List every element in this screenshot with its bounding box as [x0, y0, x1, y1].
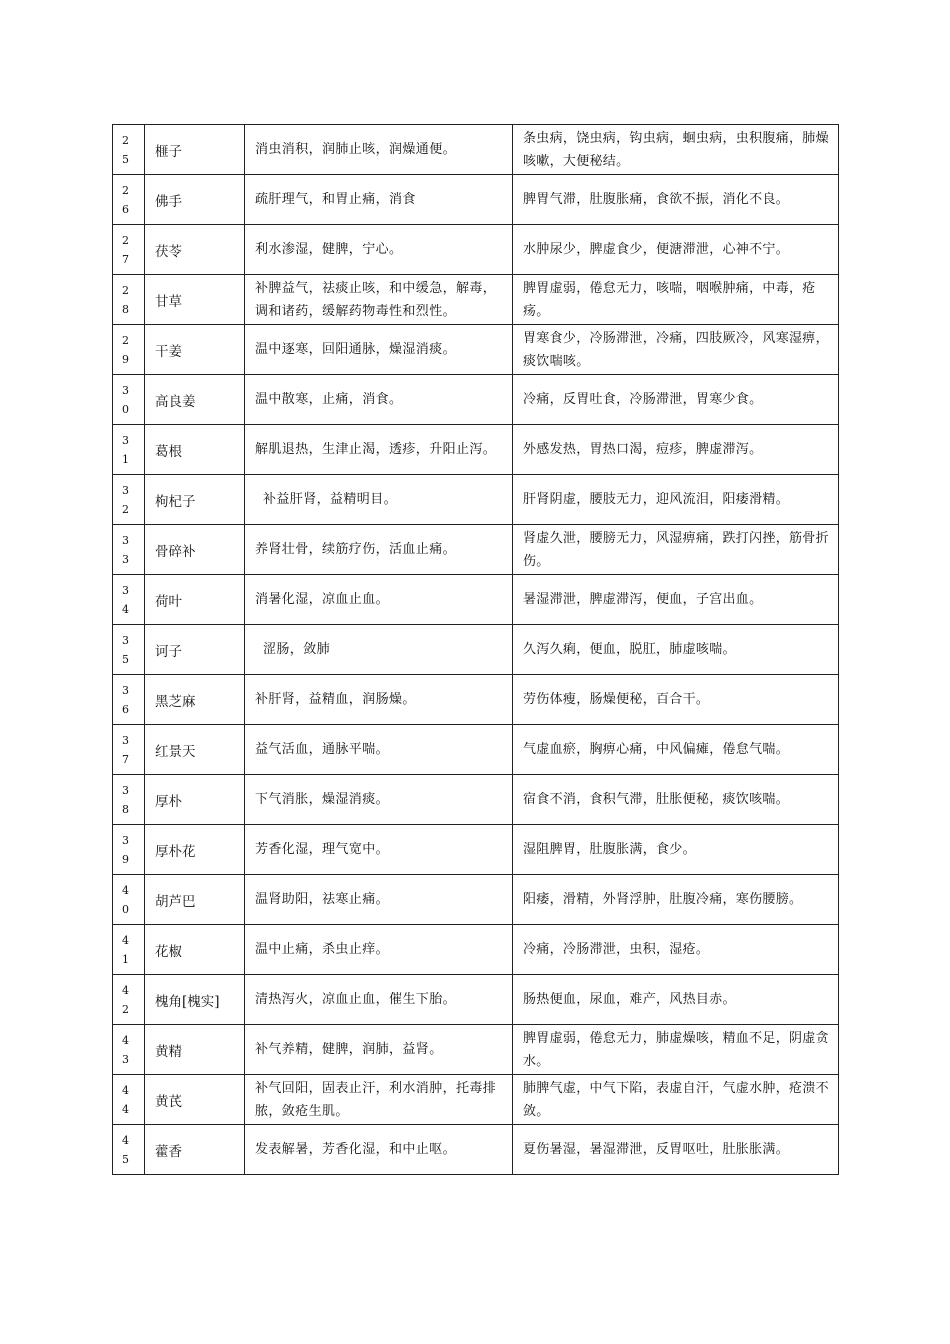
row-number-digit-1: 2	[122, 233, 129, 247]
row-number-digit-1: 3	[122, 583, 129, 597]
row-number-digit-1: 3	[122, 383, 129, 397]
table-row	[113, 925, 839, 975]
herb-name: 甘草	[145, 275, 245, 325]
herb-effect: 发表解暑，芳香化湿，和中止呕。	[245, 1125, 513, 1175]
row-number-digit-2: 7	[122, 252, 129, 266]
herb-indication: 久泻久痢，便血，脱肛，肺虚咳喘。	[513, 625, 839, 675]
row-number-digit-2: 0	[122, 902, 129, 916]
row-number	[113, 325, 145, 375]
row-number	[113, 175, 145, 225]
row-number-digit-2: 8	[122, 802, 129, 816]
herb-effect: 清热泻火，凉血止血，催生下胎。	[245, 975, 513, 1025]
herb-effect: 温中逐寒，回阳通脉，燥湿消痰。	[245, 325, 513, 375]
herb-name: 花椒	[145, 925, 245, 975]
herb-effect: 补肝肾，益精血，润肠燥。	[245, 675, 513, 725]
row-number-digit-2: 1	[122, 952, 129, 966]
herb-effect: 疏肝理气，和胃止痛，消食	[245, 175, 513, 225]
row-number-digit-1: 3	[122, 683, 129, 697]
herb-effect: 补脾益气，祛痰止咳，和中缓急，解毒，调和诸药，缓解药物毒性和烈性。	[245, 275, 513, 325]
row-number-digit-1: 3	[122, 733, 129, 747]
herb-indication: 湿阻脾胃，肚腹胀满，食少。	[513, 825, 839, 875]
table-row	[113, 975, 839, 1025]
herb-effect: 补气养精，健脾，润肺，益肾。	[245, 1025, 513, 1075]
herb-effect: 利水渗湿，健脾，宁心。	[245, 225, 513, 275]
row-number	[113, 125, 145, 175]
herb-name: 骨碎补	[145, 525, 245, 575]
table-row	[113, 575, 839, 625]
table-row	[113, 825, 839, 875]
row-number-digit-1: 4	[122, 983, 129, 997]
herb-effect: 益气活血，通脉平喘。	[245, 725, 513, 775]
row-number-digit-1: 3	[122, 433, 129, 447]
herb-effect: 涩肠，敛肺	[245, 625, 513, 675]
row-number	[113, 225, 145, 275]
table-row	[113, 1125, 839, 1175]
row-number-digit-1: 4	[122, 933, 129, 947]
herb-indication: 劳伤体瘦，肠燥便秘，百合干。	[513, 675, 839, 725]
row-number-digit-1: 4	[122, 1133, 129, 1147]
row-number	[113, 375, 145, 425]
herb-indication: 肠热便血，尿血，难产，风热目赤。	[513, 975, 839, 1025]
herb-name: 榧子	[145, 125, 245, 175]
herb-effect: 补气回阳，固表止汗，利水消肿，托毒排脓，敛疮生肌。	[245, 1075, 513, 1125]
row-number-digit-2: 8	[122, 302, 129, 316]
herb-indication: 暑湿滞泄，脾虚滞泻，便血，子宫出血。	[513, 575, 839, 625]
herb-indication: 宿食不消，食积气滞，肚胀便秘，痰饮咳喘。	[513, 775, 839, 825]
row-number-digit-2: 2	[122, 1002, 129, 1016]
row-number	[113, 1075, 145, 1125]
table-row	[113, 425, 839, 475]
table-row	[113, 225, 839, 275]
herb-table-body	[113, 125, 839, 1175]
herb-effect: 消暑化湿，凉血止血。	[245, 575, 513, 625]
herb-name: 厚朴花	[145, 825, 245, 875]
row-number-digit-2: 4	[122, 1102, 129, 1116]
herb-indication: 脾胃虚弱，倦怠无力，咳喘，咽喉肿痛，中毒，疮疡。	[513, 275, 839, 325]
row-number	[113, 625, 145, 675]
row-number	[113, 975, 145, 1025]
row-number-digit-2: 7	[122, 752, 129, 766]
herb-indication: 冷痛，反胃吐食，冷肠滞泄，胃寒少食。	[513, 375, 839, 425]
herb-effect: 补益肝肾，益精明目。	[245, 475, 513, 525]
herb-indication: 夏伤暑湿，暑湿滞泄，反胃呕吐，肚胀胀满。	[513, 1125, 839, 1175]
table-row	[113, 675, 839, 725]
herb-indication: 肾虚久泄，腰膀无力，风湿痹痛，跌打闪挫，筋骨折伤。	[513, 525, 839, 575]
row-number-digit-2: 6	[122, 702, 129, 716]
table-row	[113, 1075, 839, 1125]
herb-indication: 气虚血瘀，胸痹心痛，中风偏瘫，倦怠气喘。	[513, 725, 839, 775]
herb-table	[112, 124, 839, 1175]
row-number-digit-2: 4	[122, 602, 129, 616]
herb-indication: 肝肾阴虚，腰肢无力，迎风流泪，阳痿滑精。	[513, 475, 839, 525]
herb-indication: 脾胃虚弱，倦怠无力，肺虚燥咳，精血不足，阴虚贪水。	[513, 1025, 839, 1075]
herb-indication: 阳痿，滑精，外肾浮肿，肚腹冷痛，寒伤腰膀。	[513, 875, 839, 925]
row-number-digit-2: 9	[122, 852, 129, 866]
row-number-digit-1: 4	[122, 883, 129, 897]
herb-indication: 冷痛，冷肠滞泄，虫积，湿疮。	[513, 925, 839, 975]
herb-effect: 养肾壮骨，续筋疗伤，活血止痛。	[245, 525, 513, 575]
row-number-digit-2: 0	[122, 402, 129, 416]
herb-name: 黄精	[145, 1025, 245, 1075]
herb-name: 胡芦巴	[145, 875, 245, 925]
herb-effect: 温中止痛，杀虫止痒。	[245, 925, 513, 975]
herb-name: 高良姜	[145, 375, 245, 425]
herb-effect: 芳香化湿，理气宽中。	[245, 825, 513, 875]
table-row	[113, 525, 839, 575]
herb-name: 干姜	[145, 325, 245, 375]
herb-indication: 胃寒食少，冷肠滞泄，冷痛，四肢厥冷，风寒湿痹，痰饮喘咳。	[513, 325, 839, 375]
herb-effect: 消虫消积，润肺止咳，润燥通便。	[245, 125, 513, 175]
row-number	[113, 775, 145, 825]
herb-name: 葛根	[145, 425, 245, 475]
row-number	[113, 1025, 145, 1075]
row-number-digit-2: 6	[122, 202, 129, 216]
row-number-digit-1: 3	[122, 483, 129, 497]
herb-name: 槐角[槐实]	[145, 975, 245, 1025]
row-number-digit-2: 1	[122, 452, 129, 466]
row-number	[113, 475, 145, 525]
herb-indication: 条虫病，饶虫病，钩虫病，蛔虫病，虫积腹痛，肺燥咳嗽，大便秘结。	[513, 125, 839, 175]
row-number	[113, 525, 145, 575]
table-row	[113, 175, 839, 225]
herb-name: 诃子	[145, 625, 245, 675]
row-number-digit-2: 5	[122, 652, 129, 666]
herb-name: 枸杞子	[145, 475, 245, 525]
herb-name: 黑芝麻	[145, 675, 245, 725]
herb-name: 茯苓	[145, 225, 245, 275]
herb-name: 黄芪	[145, 1075, 245, 1125]
row-number-digit-1: 2	[122, 283, 129, 297]
herb-indication: 水肿尿少，脾虚食少，便溏滞泄，心神不宁。	[513, 225, 839, 275]
herb-name: 红景天	[145, 725, 245, 775]
row-number-digit-1: 4	[122, 1083, 129, 1097]
row-number-digit-1: 4	[122, 1033, 129, 1047]
row-number-digit-2: 3	[122, 552, 129, 566]
row-number	[113, 825, 145, 875]
row-number	[113, 275, 145, 325]
row-number-digit-1: 3	[122, 533, 129, 547]
table-row	[113, 625, 839, 675]
row-number-digit-1: 3	[122, 633, 129, 647]
table-row	[113, 875, 839, 925]
table-row	[113, 775, 839, 825]
row-number	[113, 425, 145, 475]
row-number-digit-1: 2	[122, 133, 129, 147]
row-number-digit-2: 9	[122, 352, 129, 366]
herb-name: 藿香	[145, 1125, 245, 1175]
herb-name: 厚朴	[145, 775, 245, 825]
row-number-digit-1: 3	[122, 783, 129, 797]
row-number-digit-1: 2	[122, 333, 129, 347]
table-row	[113, 375, 839, 425]
herb-effect: 温肾助阳，祛寒止痛。	[245, 875, 513, 925]
row-number-digit-2: 5	[122, 152, 129, 166]
row-number-digit-2: 2	[122, 502, 129, 516]
table-row	[113, 125, 839, 175]
row-number-digit-1: 2	[122, 183, 129, 197]
row-number-digit-1: 3	[122, 833, 129, 847]
table-row	[113, 1025, 839, 1075]
row-number	[113, 675, 145, 725]
row-number-digit-2: 5	[122, 1152, 129, 1166]
herb-indication: 外感发热，胃热口渴，痘疹，脾虚滞泻。	[513, 425, 839, 475]
row-number	[113, 575, 145, 625]
herb-name: 荷叶	[145, 575, 245, 625]
herb-indication: 脾胃气滞，肚腹胀痛，食欲不振，消化不良。	[513, 175, 839, 225]
table-row	[113, 275, 839, 325]
row-number-digit-2: 3	[122, 1052, 129, 1066]
table-row	[113, 725, 839, 775]
table-row	[113, 325, 839, 375]
row-number	[113, 875, 145, 925]
herb-indication: 肺脾气虚，中气下陷，表虚自汗，气虚水肿，疮溃不敛。	[513, 1075, 839, 1125]
herb-effect: 温中散寒，止痛，消食。	[245, 375, 513, 425]
herb-effect: 下气消胀，燥湿消痰。	[245, 775, 513, 825]
herb-name: 佛手	[145, 175, 245, 225]
row-number	[113, 925, 145, 975]
row-number	[113, 725, 145, 775]
table-row	[113, 475, 839, 525]
row-number	[113, 1125, 145, 1175]
herb-effect: 解肌退热，生津止渴，透疹，升阳止泻。	[245, 425, 513, 475]
